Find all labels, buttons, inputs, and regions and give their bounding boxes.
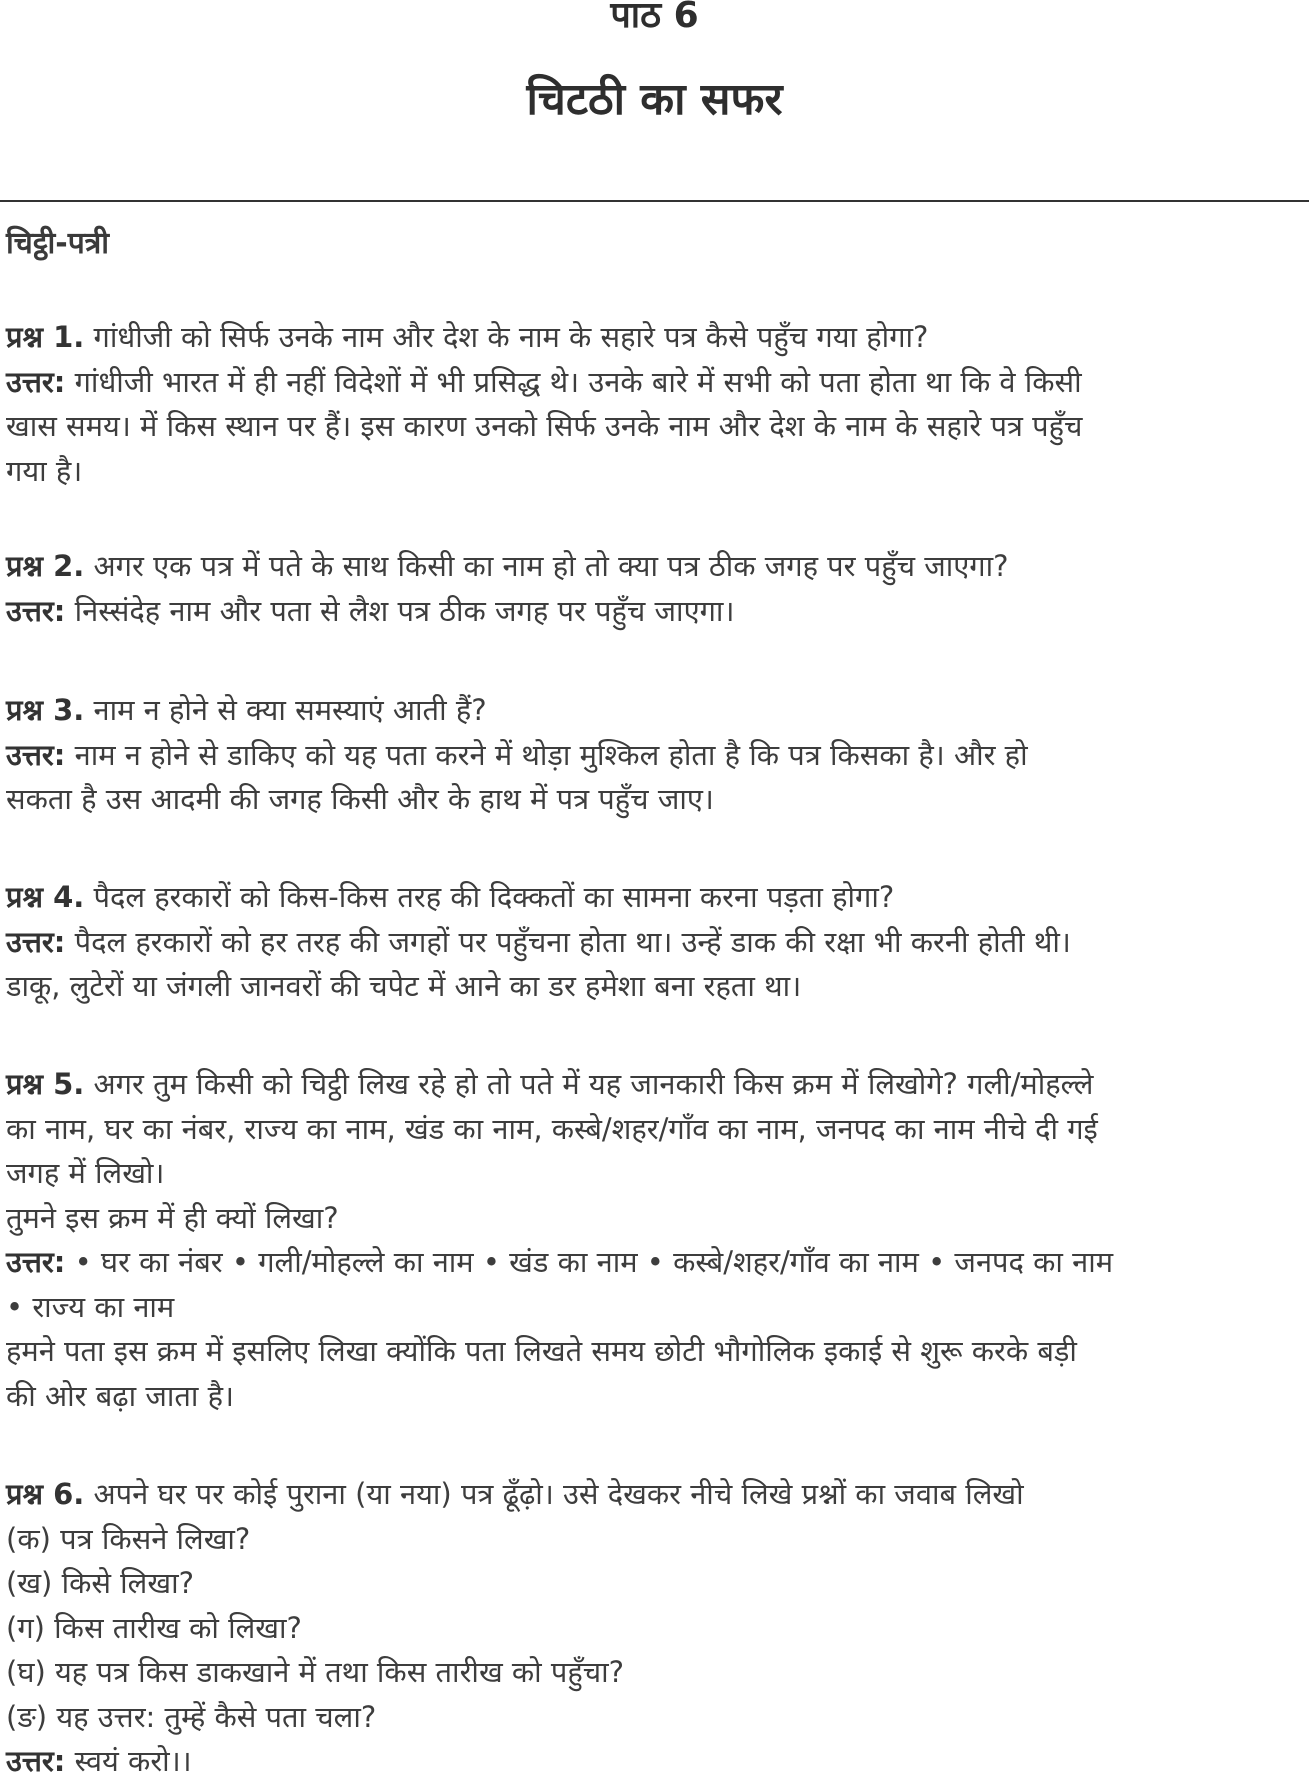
answer-label: उत्तर: [6,1744,66,1778]
line-text: • घर का नंबर • गली/मोहल्ले का नाम • खंड का नाम • कस्बे/शहर/गाँव का नाम • जनपद का नाम [65,1245,1114,1279]
line-text: अगर तुम किसी को चिट्ठी लिख रहे हो तो पते में यह जानकारी किस क्रम में लिखोगे? गली/मोहल्ले [84,1067,1094,1101]
text-line [6,1650,1306,1695]
line-text: गांधीजी को सिर्फ उनके नाम और देश के नाम के सहारे पत्र कैसे पहुँच गया होगा? [84,320,929,354]
line-text: हमने पता इस क्रम में इसलिए लिखा क्योंकि पता लिखते समय छोटी भौगोलिक इकाई से शुरू करके बड़ी [6,1334,1077,1368]
question-block-2 [6,544,1306,633]
question-block-4 [6,875,1306,1009]
line-text: गांधीजी भारत में ही नहीं विदेशों में भी प्रसिद्ध थे। उनके बारे में सभी को पता होता था कि वे किसी [65,364,1082,399]
line-text: निस्संदेह नाम और पता से लैश पत्र ठीक जगह पर पहुँच जाएगा। [65,593,735,628]
line-text: खास समय। में किस स्थान पर हैं। इस कारण उनको सिर्फ उनके नाम और देश के नाम के सहारे पत्र पहुँच [6,409,1083,443]
line-text: पैदल हरकारों को हर तरह की जगहों पर पहुँचना होता था। उन्हें डाक की रक्षा भी करनी होती थी। [65,924,1071,959]
question-block-3 [6,688,1306,822]
text-line [6,1285,1306,1330]
line-text: जगह में लिखो। [6,1156,165,1190]
text-line [6,1695,1306,1740]
answer-label: उत्तर: [6,924,66,959]
text-line [6,1739,1306,1784]
question-label: प्रश्न 5. [6,1067,85,1101]
line-text: नाम न होने से क्या समस्याएं आती हैं? [84,693,487,727]
text-line [6,404,1306,449]
line-text: (ङ) यह उत्तर: तुम्हें कैसे पता चला? [6,1699,377,1734]
answer-label: उत्तर: [6,593,66,628]
text-line [6,920,1306,965]
line-text: (घ) यह पत्र किस डाकखाने में तथा किस तारीख को पहुँचा? [6,1655,625,1689]
line-text: डाकू, लुटेरों या जंगली जानवरों की चपेट में आने का डर हमेशा बना रहता था। [6,969,802,1003]
line-text: (क) पत्र किसने लिखा? [6,1521,251,1556]
line-text: का नाम, घर का नंबर, राज्य का नाम, खंड का नाम, कस्बे/शहर/गाँव का नाम, जनपद का नाम नीचे दी गई [6,1111,1098,1146]
text-line [6,1606,1306,1651]
line-text: सकता है उस आदमी की जगह किसी और के हाथ में पत्र पहुँच जाए। [6,782,714,816]
line-text: स्वयं करो।। [65,1744,192,1778]
line-text: की ओर बढ़ा जाता है। [6,1378,235,1413]
text-line [6,1517,1306,1562]
lesson-number: पाठ 6 [610,0,699,36]
question-label: प्रश्न 2. [6,549,85,583]
line-text: (ग) किस तारीख को लिखा? [6,1610,302,1645]
text-line [6,688,1306,733]
question-block-5 [6,1062,1306,1418]
text-line [6,315,1306,360]
question-label: प्रश्न 3. [6,693,85,727]
text-line [6,1107,1306,1152]
question-label: प्रश्न 1. [6,320,85,354]
text-line [6,449,1306,494]
line-text: पैदल हरकारों को किस-किस तरह की दिक्कतों का सामना करना पड़ता होगा? [84,880,895,914]
divider [0,200,1309,202]
answer-label: उत्तर: [6,364,66,399]
text-line [6,589,1306,634]
text-line [6,964,1306,1009]
text-line [6,544,1306,589]
text-line [6,777,1306,822]
text-line [6,1151,1306,1196]
text-line [6,1329,1306,1374]
line-text: अगर एक पत्र में पते के साथ किसी का नाम हो तो क्या पत्र ठीक जगह पर पहुँच जाएगा? [84,549,1009,583]
text-line [6,1374,1306,1419]
question-block-1 [6,315,1306,493]
line-text: गया है। [6,453,83,488]
text-line [6,875,1306,920]
line-text: (ख) किसे लिखा? [6,1566,194,1600]
question-label: प्रश्न 6. [6,1477,85,1511]
text-line [6,360,1306,405]
text-line [6,1240,1306,1285]
text-line [6,1561,1306,1606]
text-line [6,1196,1306,1241]
line-text: • राज्य का नाम [6,1289,175,1324]
question-label: प्रश्न 4. [6,880,85,914]
page-title: चिटठी का सफर [526,74,783,125]
text-line [6,1062,1306,1107]
answer-label: उत्तर: [6,1245,66,1279]
question-block-6 [6,1472,1306,1784]
text-line [6,1472,1306,1517]
text-line [6,733,1306,778]
line-text: नाम न होने से डाकिए को यह पता करने में थोड़ा मुश्किल होता है कि पत्र किसका है। और हो [65,737,1028,772]
answer-label: उत्तर: [6,737,66,772]
section-heading: चिट्ठी-पत्री [6,226,110,261]
line-text: तुमने इस क्रम में ही क्यों लिखा? [6,1200,339,1235]
line-text: अपने घर पर कोई पुराना (या नया) पत्र ढूँढ़ो। उसे देखकर नीचे लिखे प्रश्नों का जवाब लिखो [84,1477,1024,1511]
